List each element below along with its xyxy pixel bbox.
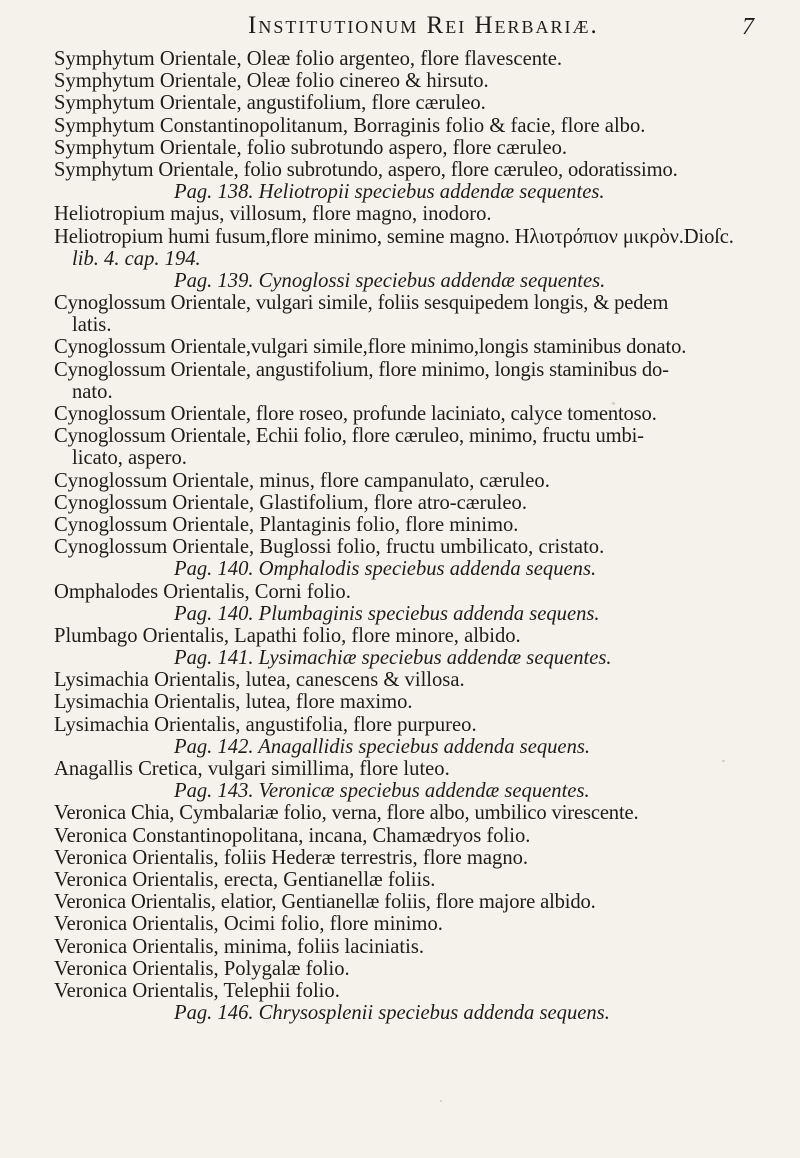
section-heading: Pag. 142. Anagallidis speciebus addenda sequens. (174, 735, 591, 758)
section-heading: Pag. 138. Heliotropii speciebus addendæ sequentes. (174, 181, 605, 204)
text-line: Anagallis Cretica, vulgari simillima, flore luteo. (54, 758, 450, 780)
text-line: Plumbago Orientalis, Lapathi folio, flore minore, albido. (54, 624, 521, 647)
text-line: Veronica Orientalis, minima, foliis laciniatis. (54, 935, 425, 958)
text-line: Veronica Orientalis, Polygalæ folio. (54, 957, 350, 980)
text-line: Symphytum Constantinopolitanum, Borraginis folio & facie, flore albo. (54, 114, 646, 137)
paper-speck (612, 402, 615, 405)
text-line: nato. (72, 380, 113, 403)
text-line: Veronica Constantinopolitana, incana, Chamædryos folio. (54, 824, 531, 847)
text-line: Symphytum Orientale, folio subrotundo aspero, flore cæruleo. (54, 136, 568, 159)
paper-speck (440, 1100, 442, 1102)
running-head (0, 10, 800, 46)
text-line: Symphytum Orientale, angustifolium, flore cæruleo. (54, 92, 486, 115)
text-line: Cynoglossum Orientale, Plantaginis folio, flore minimo. (54, 513, 519, 536)
text-line: Veronica Orientalis, erecta, Gentianellæ foliis. (54, 868, 436, 891)
text-line: Cynoglossum Orientale, flore roseo, profunde laciniato, calyce tomentoso. (54, 403, 657, 425)
text-line: Lysimachia Orientalis, lutea, flore maximo. (54, 691, 413, 714)
text-line: Cynoglossum Orientale, Echii folio, flore cæruleo, minimo, fructu umbi- (54, 425, 644, 448)
text-line: Cynoglossum Orientale, Glastifolium, flore atro-cæruleo. (54, 491, 527, 514)
running-title: Institutionum Rei Herbariæ. (248, 12, 599, 39)
text-line: Veronica Chia, Cymbalariæ folio, verna, flore albo, umbilico virescente. (54, 802, 639, 825)
text-line: Heliotropium majus, villosum, flore magno, inodoro. (54, 203, 492, 226)
page-number: 7 (742, 14, 754, 40)
text-line: Symphytum Orientale, folio subrotundo, aspero, flore cæruleo, odoratissimo. (54, 158, 678, 181)
text-line: Heliotropium humi fusum,flore minimo, semine magno. Ηλιοτρόπιον μικρὸν.Dioſc. (54, 225, 734, 248)
text-line: Symphytum Orientale, Oleæ folio cinereo & hirsuto. (54, 70, 489, 93)
text-line: Veronica Orientalis, elatior, Gentianellæ foliis, flore majore albido. (54, 891, 596, 914)
paper-speck (722, 760, 725, 762)
text-line: Lysimachia Orientalis, lutea, canescens & villosa. (54, 669, 465, 692)
section-heading: Pag. 139. Cynoglossi speciebus addendæ sequentes. (174, 269, 606, 292)
text-line: Cynoglossum Orientale, angustifolium, flore minimo, longis staminibus do- (54, 358, 669, 381)
section-heading: Pag. 146. Chrysosplenii speciebus addenda sequens. (174, 1002, 610, 1025)
text-line: Omphalodes Orientalis, Corni folio. (54, 580, 351, 603)
text-line: Lysimachia Orientalis, angustifolia, flore purpureo. (54, 713, 477, 736)
section-heading: Pag. 143. Veronicæ speciebus addendæ sequentes. (174, 780, 590, 803)
text-line: Veronica Orientalis, foliis Hederæ terrestris, flore magno. (54, 846, 529, 869)
section-heading: Pag. 140. Omphalodis speciebus addenda sequens. (174, 558, 597, 581)
text-line: Cynoglossum Orientale, vulgari simile, foliis sesquipedem longis, & pedem (54, 292, 669, 315)
text-line: licato, aspero. (72, 447, 187, 470)
text-block (54, 48, 770, 1024)
text-line: Veronica Orientalis, Telephii folio. (54, 979, 340, 1002)
section-heading: Pag. 141. Lysimachiæ speciebus addendæ sequentes. (174, 647, 612, 670)
text-line: Cynoglossum Orientale, Buglossi folio, fructu umbilicato, cristato. (54, 536, 605, 559)
text-line: lib. 4. cap. 194. (72, 247, 201, 270)
text-line: Veronica Orientalis, Ocimi folio, flore minimo. (54, 913, 443, 936)
text-line: latis. (72, 314, 112, 337)
section-heading: Pag. 140. Plumbaginis speciebus addenda sequens. (174, 602, 600, 625)
text-line: Cynoglossum Orientale,vulgari simile,flore minimo,longis staminibus donato. (54, 336, 687, 359)
text-line: Symphytum Orientale, Oleæ folio argenteo, flore flavescente. (54, 48, 563, 70)
text-line: Cynoglossum Orientale, minus, flore campanulato, cæruleo. (54, 469, 550, 492)
